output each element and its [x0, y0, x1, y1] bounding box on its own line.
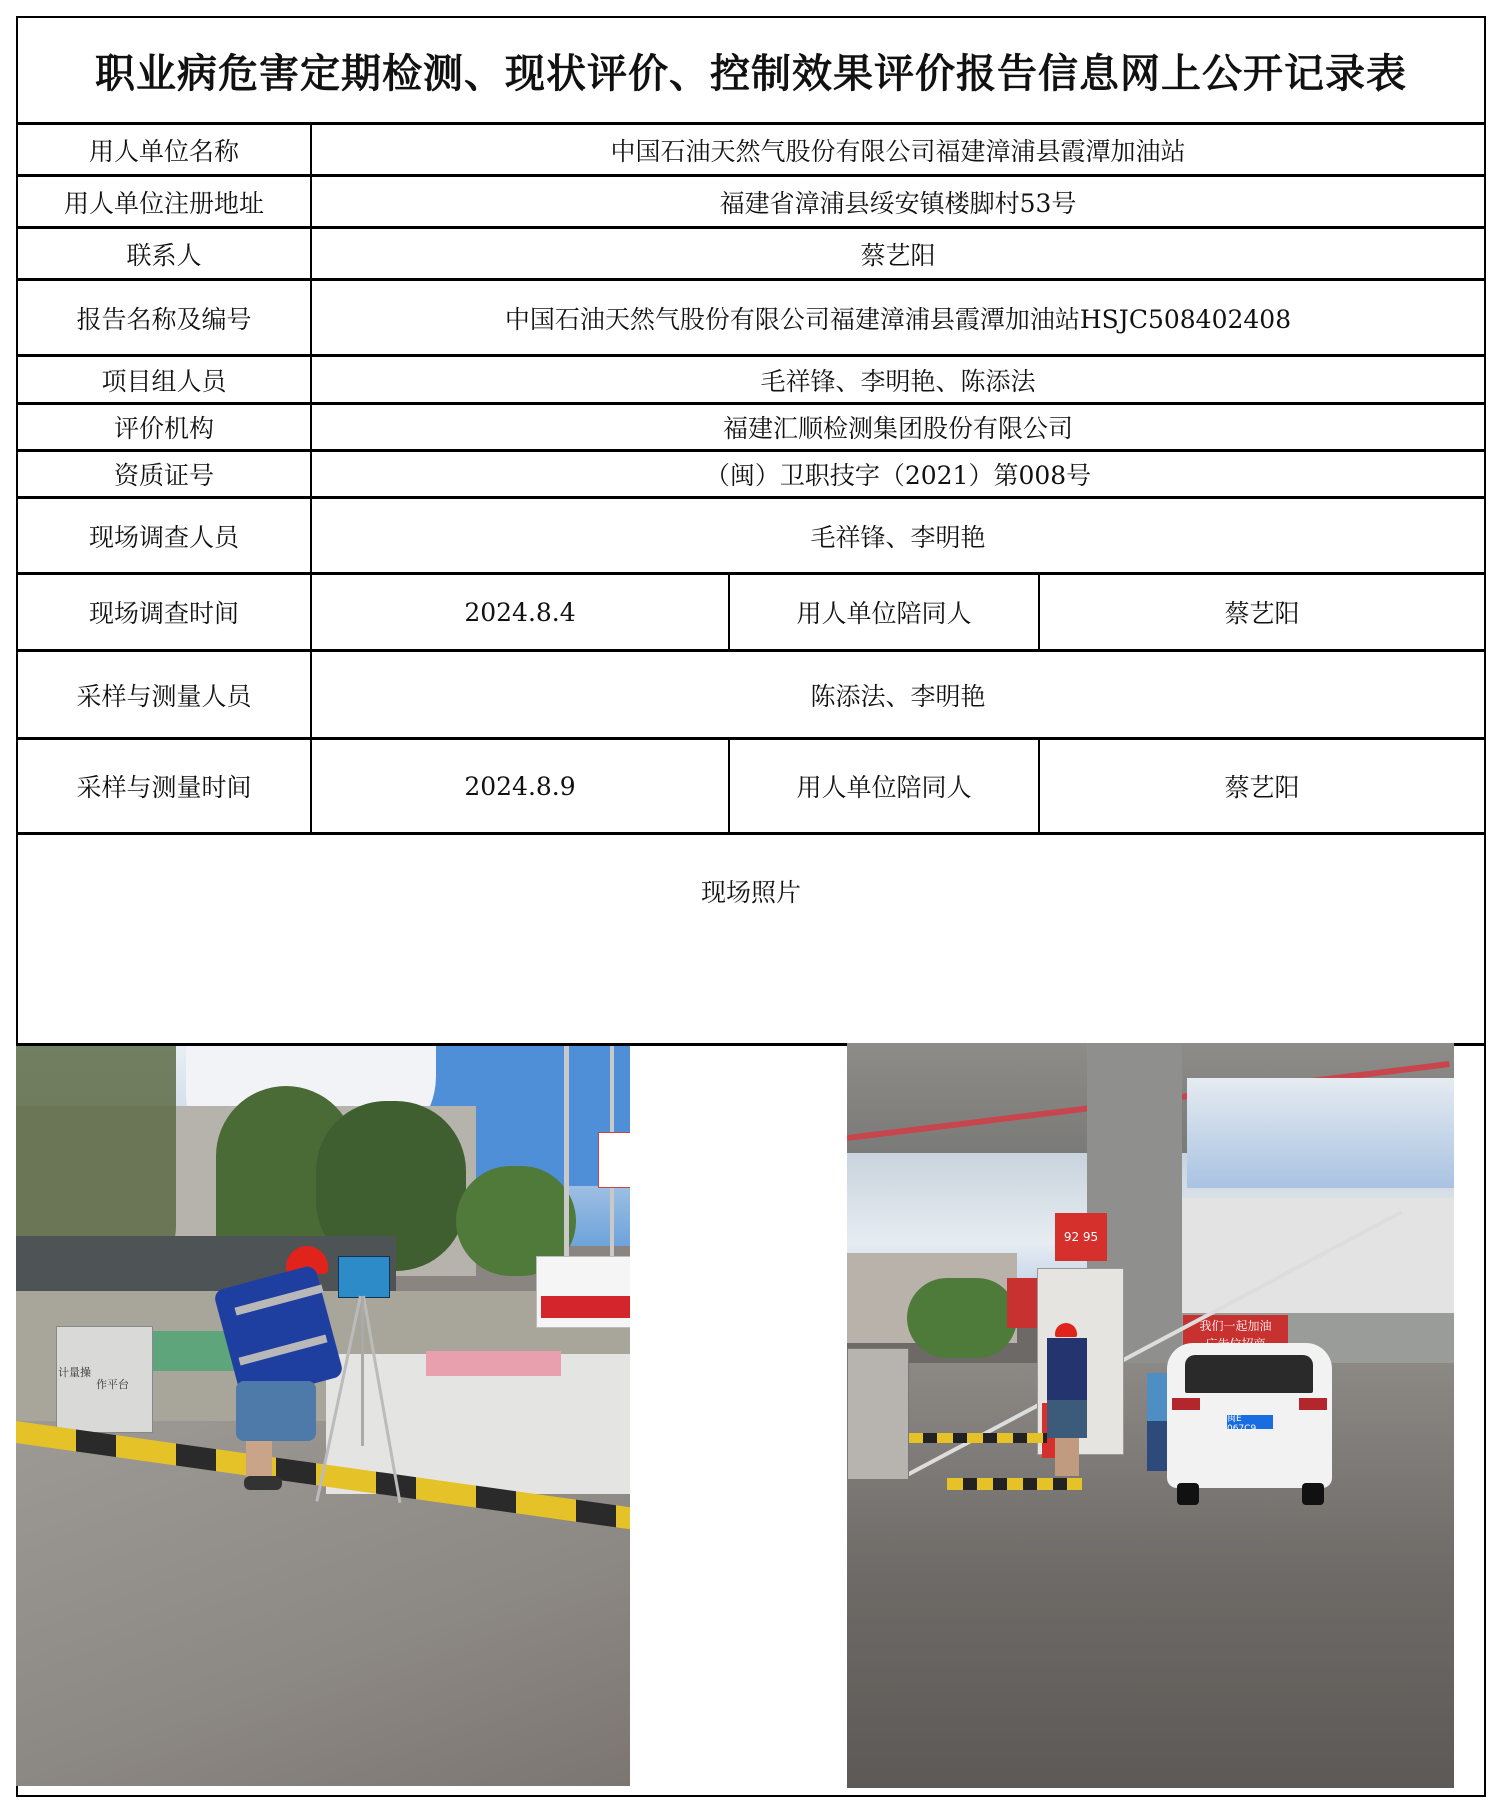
row-value: （闽）卫职技字（2021）第008号: [310, 452, 1484, 496]
row-value: 中国石油天然气股份有限公司福建漳浦县霞潭加油站HSJC508402408: [310, 281, 1484, 354]
survey-time-value: 2024.8.4: [310, 575, 728, 649]
row-label: 报告名称及编号: [76, 304, 252, 334]
row-label: 评价机构: [113, 414, 214, 443]
row-value: 毛祥锋、李明艳、陈添法: [310, 357, 1484, 402]
row-value: 福建汇顺检测集团股份有限公司: [310, 405, 1484, 449]
survey-time-label: 现场调查时间: [88, 599, 239, 628]
pump-grade-sign: 92 95: [1055, 1213, 1107, 1261]
table-row-contact: [18, 229, 1484, 281]
survey-companion-value: 蔡艺阳: [1038, 575, 1484, 649]
table-row-registered-address: [18, 177, 1484, 229]
survey-companion-label: 用人单位陪同人: [728, 575, 1038, 649]
table-row-evaluation-agency: [18, 405, 1484, 452]
sampling-staff-value: 陈添法、李明艳: [310, 652, 1484, 737]
sampling-staff-label: 采样与测量人员: [76, 681, 252, 711]
cabinet-sign-text: 计量操: [58, 1366, 91, 1379]
row-label: 用人单位名称: [88, 136, 239, 166]
worker-vest: [1047, 1338, 1087, 1400]
sampler-device-icon: [338, 1256, 390, 1298]
row-label: 资质证号: [113, 461, 214, 490]
site-photo-refueling: [847, 1043, 1454, 1788]
table-row-project-team: [18, 357, 1484, 405]
ad-banner-title: 我们一起加油: [1199, 1319, 1272, 1333]
table-row-survey-staff: [18, 499, 1484, 575]
row-label: 用人单位注册地址: [63, 188, 264, 218]
row-value: 福建省漳浦县绥安镇楼脚村53号: [310, 177, 1484, 226]
row-label: 现场调查人员: [88, 522, 239, 552]
sampling-companion-value: 蔡艺阳: [1038, 740, 1484, 832]
row-label: 项目组人员: [101, 366, 227, 396]
table-row-qualification: [18, 452, 1484, 499]
cabinet-sign-text: 作平台: [96, 1378, 129, 1391]
table-row-sampling-staff: [18, 652, 1484, 740]
site-photo-sampling: [16, 1046, 630, 1786]
table-row-survey-time: [18, 575, 1484, 652]
photos-section-label: 现场照片: [700, 878, 801, 907]
sampling-time-label: 采样与测量时间: [76, 773, 252, 802]
table-row-sampling-time: [18, 740, 1484, 835]
page-title: 职业病危害定期检测、现状评价、控制效果评价报告信息网上公开记录表: [95, 49, 1407, 97]
table-row-report-name: [18, 281, 1484, 357]
row-value: 中国石油天然气股份有限公司福建漳浦县霞潭加油站: [310, 125, 1484, 174]
row-label: 联系人: [126, 240, 202, 270]
title-row: [18, 18, 1484, 125]
photos-label-row: [18, 835, 1484, 947]
row-value: 毛祥锋、李明艳: [310, 499, 1484, 572]
license-plate: 闽E 067C9: [1227, 1415, 1273, 1429]
table-row-employer-name: [18, 125, 1484, 177]
sampling-time-value: 2024.8.9: [310, 740, 728, 832]
sampling-companion-label: 用人单位陪同人: [728, 740, 1038, 832]
row-value: 蔡艺阳: [310, 229, 1484, 278]
